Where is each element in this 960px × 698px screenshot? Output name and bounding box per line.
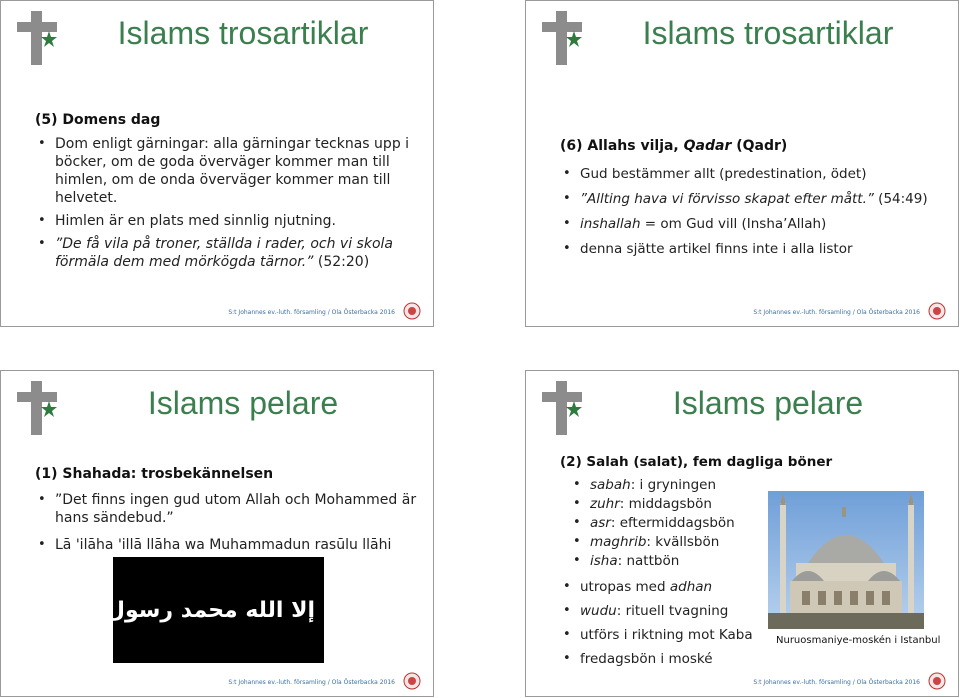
prayer-item: • maghrib: kvällsbön [570, 533, 942, 551]
slide-heading: (5) Domens dag [35, 112, 161, 128]
parish-seal-icon [928, 672, 946, 690]
slide-heading: (1) Shahada: trosbekännelsen [35, 466, 274, 482]
slide-content [35, 465, 417, 560]
parish-seal-icon [928, 302, 946, 320]
slide-heading: (2) Salah (salat), fem dagliga böner [560, 454, 833, 470]
bullet-item: • denna sjätte artikel finns inte i alla listor [560, 240, 942, 258]
parish-seal-icon [403, 672, 421, 690]
bullet-item: • Dom enligt gärningar: alla gärningar tecknas upp i böcker, om de goda överväger kommer man till himlen, om de onda överväger kommer man till helvetet. [35, 135, 417, 207]
bullet-item: • inshallah = om Gud vill (Insha’Allah) [560, 215, 942, 233]
slide-title: Islams pelare [147, 385, 339, 421]
bullet-item: • ”De få vila på troner, ställda i rader, och vi skola förmäla dem med mörkögda tärnor.” (52:20) [35, 235, 417, 271]
bullet-item: • utförs i riktning mot Kaba [560, 626, 942, 644]
shahada-flag-image [60, 557, 376, 663]
calligraphy-icon [60, 557, 376, 663]
slide-footer [1, 304, 433, 318]
cross-crescent-logo-icon [534, 379, 590, 437]
slide-1 [0, 0, 434, 327]
prayer-item: • sabah: i gryningen [570, 476, 942, 494]
svg-text:لا إله إلا الله محمد رسول الله: لا إله إلا الله محمد رسول الله [60, 598, 376, 623]
slide-4 [525, 370, 959, 697]
bullet-item: • fredagsbön i moské [560, 650, 942, 668]
bullet-item: • Lā 'ilāha 'illā llāha wa Muhammadun rasūlu llāhi [35, 536, 417, 554]
slide-heading: (6) Allahs vilja, Qadar (Qadr) [560, 138, 788, 154]
parish-seal-icon [403, 302, 421, 320]
cross-crescent-logo-icon [534, 9, 590, 67]
slide-title: Islams trosartiklar [642, 15, 894, 51]
bullet-item: • utropas med adhan [560, 578, 942, 596]
slide-content [560, 137, 942, 264]
prayer-item: • asr: eftermiddagsbön [570, 514, 942, 532]
cross-crescent-logo-icon [9, 9, 65, 67]
prayer-item: • isha: nattbön [570, 552, 942, 570]
slide-content [35, 111, 417, 277]
footer-text: S:t Johannes ev.-luth. församling / Ola Österbacka 2016 [753, 309, 920, 316]
slide-footer [1, 674, 433, 688]
slide-footer [526, 674, 958, 688]
bullet-item: • ”Allting hava vi förvisso skapat efter mått.” (54:49) [560, 190, 942, 208]
footer-text: S:t Johannes ev.-luth. församling / Ola Österbacka 2016 [228, 309, 395, 316]
bullet-item: • Himlen är en plats med sinnlig njutning. [35, 212, 417, 230]
bullet-item: • wudu: rituell tvagning [560, 602, 942, 620]
mosque-photo-image [768, 491, 924, 629]
slide-title: Islams pelare [672, 385, 864, 421]
bullet-item: • ”Det finns ingen gud utom Allah och Mohammed är hans sändebud.” [35, 491, 417, 527]
footer-text: S:t Johannes ev.-luth. församling / Ola Österbacka 2016 [753, 679, 920, 686]
cross-crescent-logo-icon [9, 379, 65, 437]
slide-3 [0, 370, 434, 697]
prayer-item: • zuhr: middagsbön [570, 495, 942, 513]
bullet-item: • Gud bestämmer allt (predestination, ödet) [560, 165, 942, 183]
image-caption: Nuruosmaniye-moskén i Istanbul [776, 635, 941, 646]
slide-title: Islams trosartiklar [117, 15, 369, 51]
slide-footer [526, 304, 958, 318]
quote-text: ”De få vila på troner, ställda i rader, och vi skola förmäla dem med mörkögda tärnor.” [55, 236, 393, 270]
footer-text: S:t Johannes ev.-luth. församling / Ola Österbacka 2016 [228, 679, 395, 686]
slide-2 [525, 0, 959, 327]
